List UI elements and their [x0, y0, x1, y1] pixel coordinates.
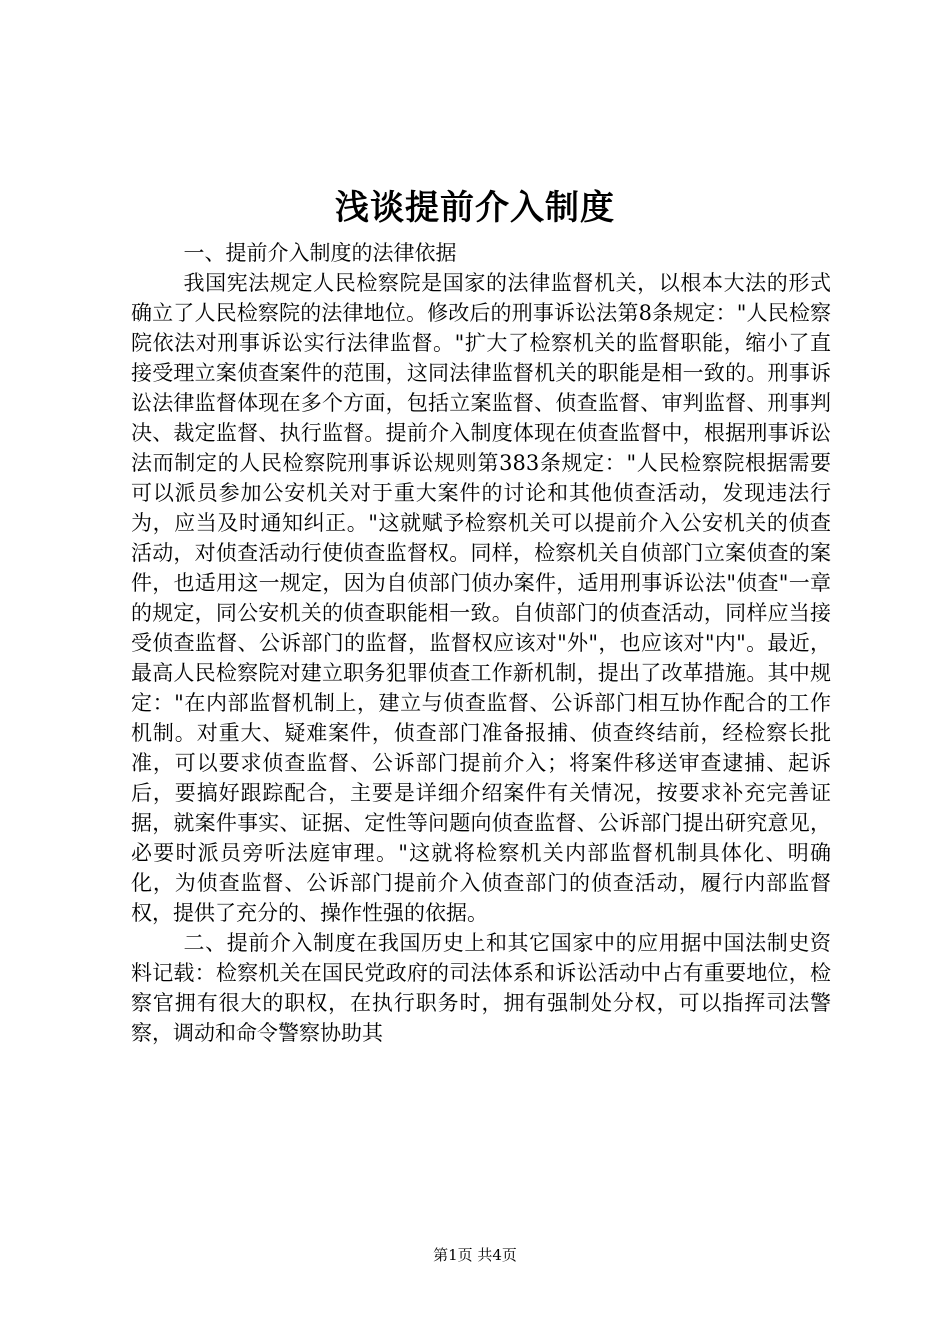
- body-paragraph-1: 我国宪法规定人民检察院是国家的法律监督机关，以根本大法的形式确立了人民检察院的法律地位。修改后的刑事诉讼法第8条规定："人民检察院依法对刑事诉讼实行法律监督。"扩大了检察机关的监督职能，缩小了直接受理立案侦查案件的范围，这同法律监督机关的职能是相一致的。刑事诉讼法律监督体现在多个方面，包括立案监督、侦查监督、审判监督、刑事判决、裁定监督、执行监督。提前介入制度体现在侦查监督中，根据刑事诉讼法而制定的人民检察院刑事诉讼规则第383条规定："人民检察院根据需要可以派员参加公安机关对于重大案件的讨论和其他侦查活动，发现违法行为，应当及时通知纠正。"这就赋予检察机关可以提前介入公安机关的侦查活动，对侦查活动行使侦查监督权。同样，检察机关自侦部门立案侦查的案件，也适用这一规定，因为自侦部门侦办案件，适用刑事诉讼法"侦查"一章的规定，同公安机关的侦查职能相一致。自侦部门的侦查活动，同样应当接受侦查监督、公诉部门的监督，监督权应该对"外"，也应该对"内"。最近，最高人民检察院对建立职务犯罪侦查工作新机制，提出了改革措施。其中规定："在内部监督机制上，建立与侦查监督、公诉部门相互协作配合的工作机制。对重大、疑难案件，侦查部门准备报捕、侦查终结前，经检察长批准，可以要求侦查监督、公诉部门提前介入；将案件移送审查逮捕、起诉后，要搞好跟踪配合，主要是详细介绍案件有关情况，按要求补充完善证据，就案件事实、证据、定性等问题向侦查监督、公诉部门提出研究意见，必要时派员旁听法庭审理。"这就将检察机关内部监督机制具体化、明确化，为侦查监督、公诉部门提前介入侦查部门的侦查活动，履行内部监督权，提供了充分的、操作性强的依据。: [131, 271, 831, 925]
- document-body: [131, 238, 831, 1048]
- section-heading-2: 二、提前介入制度在我国历史上和其它国家中的应用据中国法制史资料记载：检察机关在国民党政府的司法体系和诉讼活动中占有重要地位，检察官拥有很大的职权，在执行职务时，拥有强制处分权，可以指挥司法警察，调动和命令警察协助其: [131, 931, 831, 1045]
- page-footer: 第1页 共4页: [433, 1246, 517, 1264]
- document-title: 浅谈提前介入制度: [335, 188, 615, 228]
- section-heading-1: 一、提前介入制度的法律依据: [183, 241, 457, 265]
